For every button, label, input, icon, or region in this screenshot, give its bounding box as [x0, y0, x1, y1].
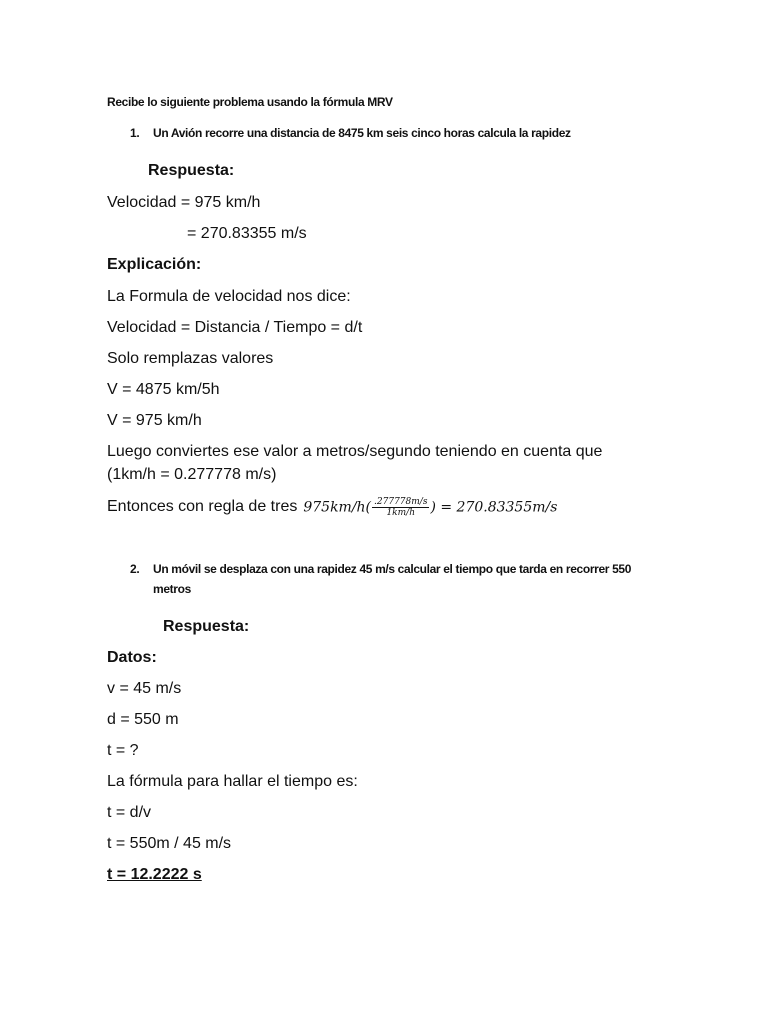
- problem-1-regla-row: [107, 492, 557, 522]
- problem-1-equals: = 270.83355 m/s: [187, 225, 307, 242]
- problem-1-statement: Un Avión recorre una distancia de 8475 km seis cinco horas calcula la rapidez: [153, 126, 571, 140]
- problem-1-explicacion-heading: Explicación:: [107, 256, 202, 273]
- problem-1-respuesta-heading: Respuesta:: [148, 162, 235, 179]
- problem-1-conversion-line-1: Luego conviertes ese valor a metros/segundo teniendo en cuenta que: [107, 443, 603, 460]
- problem-2-respuesta-heading: Respuesta:: [163, 618, 250, 635]
- problem-1-formula-intro: La Formula de velocidad nos dice:: [107, 288, 351, 305]
- math-numerator: .277778m/s: [374, 496, 428, 507]
- problem-2-substitution: t = 550m / 45 m/s: [107, 835, 232, 852]
- problem-2-datos-heading: Datos:: [107, 649, 157, 666]
- intro-text: Recibe lo siguiente problema usando la fórmula MRV: [107, 95, 393, 109]
- math-left: 975km/h(: [303, 499, 372, 515]
- problem-1-formula: Velocidad = Distancia / Tiempo = d/t: [107, 319, 363, 336]
- problem-1-v2: V = 975 km/h: [107, 412, 202, 429]
- problem-2-t: t = ?: [107, 742, 139, 759]
- math-fraction: [372, 497, 429, 518]
- problem-2-v: v = 45 m/s: [107, 680, 182, 697]
- problem-2-result: t = 12.2222 s: [107, 866, 202, 883]
- problem-2-number: 2.: [130, 562, 140, 576]
- math-right: ) = 270.83355m/s: [430, 499, 558, 515]
- problem-1-regla-text: Entonces con regla de tres: [107, 498, 298, 515]
- problem-1-conversion-line-2: (1km/h = 0.277778 m/s): [107, 466, 277, 483]
- problem-2-formula-intro: La fórmula para hallar el tiempo es:: [107, 773, 358, 790]
- problem-2-formula: t = d/v: [107, 804, 152, 821]
- problem-2-statement-line-1: Un móvil se desplaza con una rapidez 45 m/s calcular el tiempo que tarda en recorrer 550: [153, 562, 632, 576]
- problem-1-v1: V = 4875 km/5h: [107, 381, 220, 398]
- problem-1-number: 1.: [130, 126, 140, 140]
- problem-2-d: d = 550 m: [107, 711, 179, 728]
- problem-2-statement-line-2: metros: [153, 582, 191, 596]
- problem-1-velocidad: Velocidad = 975 km/h: [107, 194, 261, 211]
- math-expression: [303, 497, 557, 518]
- math-denominator: 1km/h: [386, 507, 415, 518]
- problem-1-reemplazo: Solo remplazas valores: [107, 350, 274, 367]
